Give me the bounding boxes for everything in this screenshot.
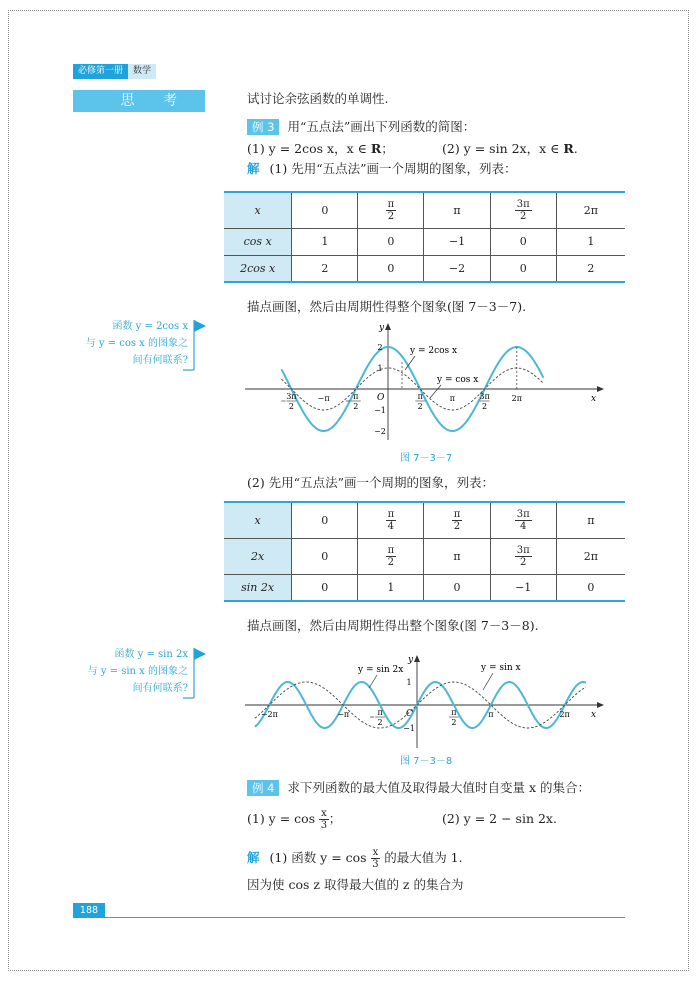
denominator: 3	[320, 820, 328, 831]
example3-item2	[442, 140, 578, 158]
svg-text:2: 2	[353, 402, 359, 411]
punct: .	[573, 141, 578, 156]
example4-item1	[247, 804, 341, 834]
graph-sin2x-vs-sin	[245, 650, 605, 750]
row-header: cos x	[224, 228, 292, 255]
example3-badge: 例 3	[247, 119, 279, 135]
fraction: $\frac{\pi}{2}$	[453, 508, 461, 532]
table-row	[224, 538, 625, 574]
table-cell: −1	[490, 574, 556, 601]
table-cell: 0	[292, 574, 358, 601]
table-cell: 0	[358, 228, 424, 255]
svg-text:π: π	[488, 710, 494, 719]
svg-text:y = sin 2x: y = sin 2x	[358, 665, 404, 675]
table-row	[224, 255, 625, 282]
graph-2cos-vs-cos	[245, 318, 605, 448]
table-cell	[490, 192, 556, 228]
svg-text:−π: −π	[317, 394, 330, 403]
table-cell: π	[556, 502, 625, 538]
book-header-tag	[73, 64, 156, 79]
part2-outro: 描点画图，然后由周期性得出整个图象(图 7－3－8).	[247, 618, 539, 633]
row-header: x	[224, 502, 292, 538]
example3-prompt: 用“五点法”画出下列函数的简图：	[287, 119, 476, 134]
side-note-line: 函数 y = sin 2x	[114, 649, 188, 660]
svg-text:π: π	[377, 708, 383, 717]
numerator: x	[372, 847, 379, 858]
table-cell	[424, 502, 490, 538]
part2-intro: (2) 先用“五点法”画一个周期的图象，列表：	[247, 475, 494, 490]
fraction: $\frac{3\pi}{2}$	[516, 198, 530, 222]
think-question: 试讨论余弦函数的单调性.	[247, 91, 389, 106]
table-cell	[490, 502, 556, 538]
think-box-label: 思 考	[73, 90, 205, 112]
table-cell: 1	[358, 574, 424, 601]
svg-text:2: 2	[451, 718, 457, 727]
svg-text:2π: 2π	[511, 394, 522, 403]
svg-text:2: 2	[417, 402, 423, 411]
footer-rule	[105, 917, 625, 918]
table-cell: π	[424, 192, 490, 228]
table-cell: 0	[358, 255, 424, 282]
svg-text:y: y	[379, 323, 385, 333]
table-row	[224, 192, 625, 228]
table-cell	[358, 502, 424, 538]
denominator: 3	[372, 859, 379, 870]
table-cell	[358, 192, 424, 228]
table-cell: −1	[424, 228, 490, 255]
numerator: x	[321, 808, 327, 819]
svg-text:−2: −2	[374, 427, 386, 436]
svg-text:π: π	[449, 394, 456, 403]
svg-text:x: x	[591, 710, 597, 720]
table-cell: 0	[490, 255, 556, 282]
table-row	[224, 228, 625, 255]
fraction	[319, 808, 329, 831]
volume-label: 必修第一册	[73, 64, 128, 79]
fraction: $\frac{\pi}{4}$	[387, 508, 395, 532]
svg-text:2: 2	[377, 718, 383, 727]
fraction: $\frac{\pi}{2}$	[387, 544, 395, 568]
example4-item2: (2) y = 2 − sin 2x.	[442, 811, 557, 826]
row-header: sin 2x	[224, 574, 292, 601]
part1-outro: 描点画图，然后由周期性得整个图象(图 7－3－7).	[247, 299, 527, 314]
svg-text:π: π	[451, 708, 457, 717]
part1-intro: (1) 先用“五点法”画一个周期的图象，列表：	[269, 161, 517, 176]
svg-text:3π: 3π	[479, 392, 490, 401]
svg-text:2: 2	[482, 402, 488, 411]
example3-prompt-line	[247, 118, 475, 136]
example3-item1-text: (1) y = 2cos x，x ∈	[247, 141, 371, 156]
table-cell: 1	[556, 228, 625, 255]
flag-icon	[180, 646, 210, 702]
svg-text:3π: 3π	[286, 392, 297, 401]
svg-text:−1: −1	[403, 724, 415, 733]
example4-badge: 例 4	[247, 780, 279, 796]
row-header: x	[224, 192, 292, 228]
table-cell: 0	[556, 574, 625, 601]
table-cell	[358, 538, 424, 574]
svg-text:π: π	[417, 392, 423, 401]
table-cell: 2π	[556, 192, 625, 228]
svg-text:1: 1	[377, 364, 383, 373]
table-cell: 0	[292, 502, 358, 538]
example3-item1	[247, 140, 394, 158]
side-note-sin2x	[70, 646, 188, 697]
side-note-line: 间有何联系?	[132, 355, 188, 366]
table-cell: 0	[292, 538, 358, 574]
svg-text:y = cos x: y = cos x	[437, 375, 479, 385]
svg-text:O: O	[377, 393, 385, 403]
value-table-sin2x	[224, 501, 625, 602]
example3-solution-part1	[247, 160, 516, 178]
example4-prompt-line	[247, 779, 590, 797]
set-R: R	[563, 141, 574, 156]
table-cell: π	[424, 538, 490, 574]
table-cell: 0	[424, 574, 490, 601]
svg-text:y: y	[408, 655, 414, 665]
svg-text:π: π	[353, 392, 359, 401]
fraction	[371, 847, 381, 870]
svg-text:−π: −π	[337, 710, 350, 719]
punct: ；	[381, 141, 394, 156]
side-note-line: 函数 y = 2cos x	[112, 321, 188, 332]
table-cell: 0	[292, 192, 358, 228]
svg-text:y = 2cos x: y = 2cos x	[410, 346, 458, 356]
sol-end: 的最大值为 1.	[380, 850, 463, 865]
example4-prompt: 求下列函数的最大值及取得最大值时自变量 x 的集合：	[287, 780, 590, 795]
fraction: $\frac{\pi}{2}$	[387, 198, 395, 222]
fraction: $\frac{3\pi}{2}$	[516, 544, 530, 568]
table-cell: 2	[292, 255, 358, 282]
row-header: 2cos x	[224, 255, 292, 282]
svg-text:1: 1	[406, 678, 412, 687]
table-cell: 2	[556, 255, 625, 282]
flag-icon	[180, 318, 210, 374]
svg-text:x: x	[591, 394, 597, 404]
example3-item2-text: (2) y = sin 2x，x ∈	[442, 141, 564, 156]
svg-text:−1: −1	[374, 406, 386, 415]
sol-text: (1) 函数 y = cos	[269, 850, 371, 865]
svg-text:2: 2	[377, 343, 383, 352]
side-note-line: 间有何联系?	[132, 683, 188, 694]
svg-text:2: 2	[288, 402, 294, 411]
side-note-line: 与 y = sin x 的图象之	[87, 666, 188, 677]
solution-label: 解	[247, 850, 260, 865]
side-note-line: 与 y = cos x 的图象之	[85, 338, 188, 349]
svg-text:y = sin x: y = sin x	[481, 663, 521, 673]
value-table-2cos	[224, 191, 625, 283]
subject-label: 数学	[128, 64, 156, 79]
solution-label: 解	[247, 161, 260, 176]
table-row	[224, 574, 625, 601]
item1-text: (1) y = cos	[247, 811, 320, 826]
svg-text:O: O	[406, 709, 414, 719]
table-cell: 0	[490, 228, 556, 255]
table-cell	[490, 538, 556, 574]
fraction: $\frac{3\pi}{4}$	[516, 508, 530, 532]
table-cell: −2	[424, 255, 490, 282]
set-R: R	[370, 141, 382, 156]
figure-caption-7-3-8: 图 7－3－8	[400, 756, 453, 767]
svg-text:−2π: −2π	[260, 710, 278, 719]
side-note-2cos	[70, 318, 188, 369]
figure-caption-7-3-7: 图 7－3－7	[400, 453, 453, 464]
example4-line2: 因为使 cos z 取得最大值的 z 的集合为	[247, 877, 464, 892]
table-cell: 2π	[556, 538, 625, 574]
svg-text:2π: 2π	[559, 710, 570, 719]
punct: ；	[328, 811, 342, 826]
example4-solution	[247, 843, 463, 873]
page-number: 188	[73, 903, 105, 918]
table-row	[224, 502, 625, 538]
row-header: 2x	[224, 538, 292, 574]
table-cell: 1	[292, 228, 358, 255]
